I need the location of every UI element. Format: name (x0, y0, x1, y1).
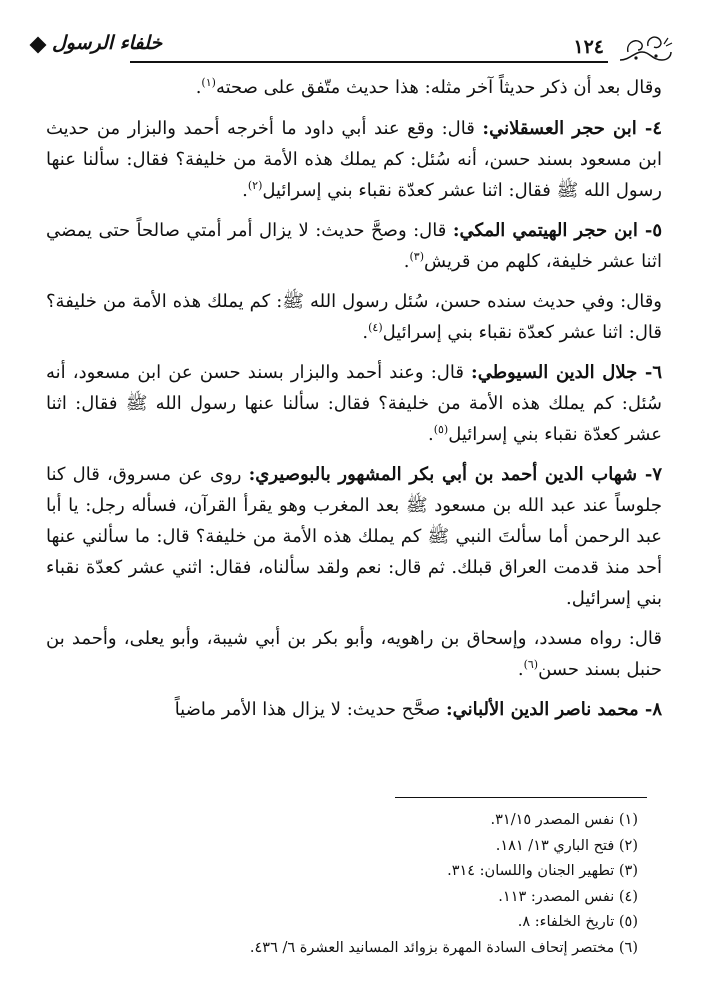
paragraph-text: قال: وقع عند أبي داود ما أخرجه أحمد والبزار من حديث ابن مسعود بسند حسن، أنه سُئل: كم يملك هذه الأمة من خليفة؟ فقال: سألنا عنها رسول الله ﷺ فقال: اثنا عشر كعدّة نقباء بني إسرائيل (46, 118, 662, 201)
paragraph-text: وقال: وفي حديث سنده حسن، سُئل رسول الله ﷺ: كم يملك هذه الأمة من خليفة؟ قال: اثنا عشر كعدّة نقباء بني إسرائيل (46, 291, 662, 343)
paragraph-end: . (403, 251, 410, 272)
footnote-ref: (٤) (368, 321, 383, 334)
paragraph-end: . (195, 77, 202, 98)
footnote: (١) نفس المصدر ٣١/١٥. (490, 812, 638, 828)
paragraph-text: روى عن مسروق، قال كنا جلوساً عند عبد الله بن مسعود ﷺ بعد المغرب وهو يقرأ القرآن، فسأله رجل: يا أبا عبد الرحمن أما سألتَ النبي ﷺ كم يملك هذه الأمة من خليفة؟ قال: ما سألني عنها أحد منذ قدمت العراق قبلك. ثم قال: نعم ولقد سألناه، فقال: اثني عشر كعدّة نقباء بني إسرائيل. (46, 464, 662, 609)
footnote-ref: (٥) (433, 423, 449, 436)
paragraph (46, 113, 662, 206)
paragraph-text: قال: وصحَّ حديث: لا يزال أمر أمتي صالحاً حتى يمضي اثنا عشر خليفة، كلهم من قريش (46, 220, 662, 272)
footnote: (٢) فتح الباري ١٣/ ١٨١. (495, 837, 638, 854)
paragraph (46, 357, 662, 450)
footnote: (٤) نفس المصدر: ١١٣. (498, 888, 638, 905)
paragraph (46, 215, 662, 277)
paragraph-text: وقال بعد أن ذكر حديثاً آخر مثله: هذا حديث متّفق على صحته (215, 77, 662, 98)
body-text (46, 72, 662, 734)
paragraph (46, 72, 662, 103)
paragraph-heading: ٥- ابن حجر الهيتمي المكي: (452, 220, 662, 241)
paragraph (46, 286, 662, 348)
paragraph (46, 623, 662, 685)
header-rule (130, 61, 608, 63)
paragraph-end: . (427, 424, 434, 445)
footnotes (46, 808, 638, 961)
running-title: خلفاء الرسول (52, 32, 163, 54)
paragraph-heading: ٨- محمد ناصر الدين الألباني: (445, 699, 662, 720)
diamond-icon (30, 37, 47, 54)
paragraph (46, 694, 662, 725)
paragraph-text: قال: وعند أحمد والبزار بسند حسن عن ابن مسعود، أنه سُئل: كم يملك هذه الأمة من خليفة؟ فقال: سألنا عنها رسول الله ﷺ فقال: اثنا عشر كعدّة نقباء بني إسرائيل (46, 362, 662, 445)
paragraph-text: صحَّح حديث: لا يزال هذا الأمر ماضياً (174, 699, 446, 720)
footnote: (٦) مختصر إتحاف السادة المهرة بزوائد المسانيد العشرة ٦/ ٤٣٦. (249, 939, 638, 956)
paragraph-heading: ٦- جلال الدين السيوطي: (471, 362, 662, 383)
page-number: ١٢٤ (573, 36, 604, 58)
footnote: (٥) تاريخ الخلفاء: ٨. (517, 914, 638, 930)
paragraph (46, 459, 662, 614)
paragraph-heading: ٤- ابن حجر العسقلاني: (482, 118, 662, 139)
footnote-separator (395, 797, 647, 798)
paragraph-end: . (242, 180, 248, 201)
paragraph-end: . (362, 322, 369, 343)
floral-ornament-icon (616, 30, 674, 66)
footnote-ref: (١) (201, 76, 216, 89)
paragraph-end: . (517, 659, 524, 680)
paragraph-heading: ٧- شهاب الدين أحمد بن أبي بكر المشهور بالبوصيري: (248, 464, 662, 485)
paragraph-text: قال: رواه مسدد، وإسحاق بن راهويه، وأبو بكر بن أبي شيبة، وأبو يعلى، وأحمد بن حنبل بسند حسن (46, 628, 662, 680)
footnote: (٣) تطهير الجنان واللسان: ٣١٤. (447, 863, 638, 879)
footnote-ref: (٢) (247, 179, 263, 192)
footnote-ref: (٦) (523, 658, 539, 671)
footnote-ref: (٣) (409, 250, 424, 263)
page-header (30, 30, 674, 66)
